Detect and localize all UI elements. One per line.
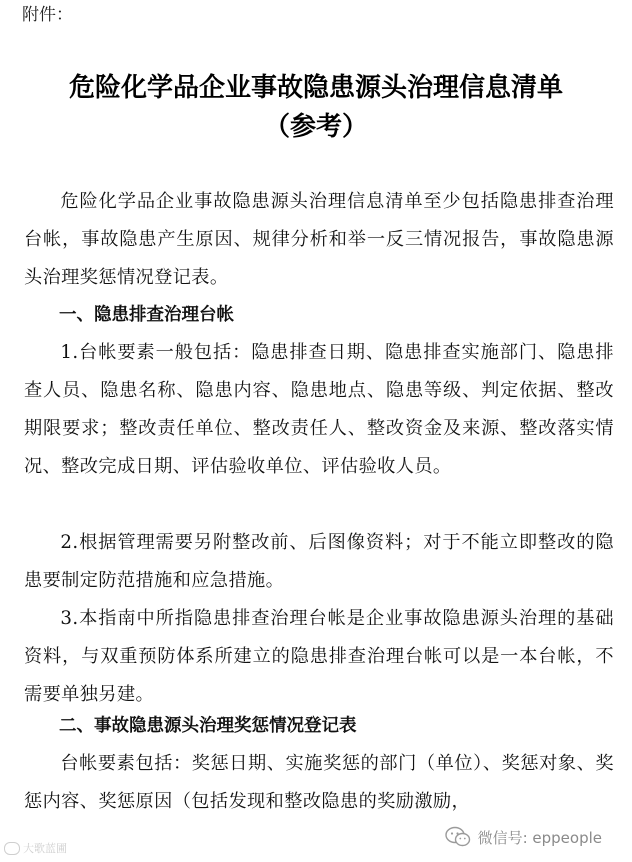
- section-1-item-1: 1.台帐要素一般包括：隐患排查日期、隐患排查实施部门、隐患排查人员、隐患名称、隐患内容、隐患地点、隐患等级、判定依据、整改期限要求；整改责任单位、整改责任人、整改资金及来源、整改落实情况、整改完成日期、评估验收单位、评估验收人员。: [24, 342, 614, 477]
- watermark-left: [4, 840, 67, 856]
- wechat-id-text: 微信号: eppeople: [477, 828, 602, 847]
- wechat-watermark: [445, 826, 602, 848]
- watermark-logo-icon: [4, 842, 20, 855]
- section-1-heading: 一、隐患排查治理台帐: [59, 305, 234, 325]
- watermark-left-text: 大歌蓝圃: [23, 842, 67, 855]
- document-subtitle: （参考）: [263, 112, 368, 142]
- attachment-label: 附件：: [22, 5, 73, 25]
- section-2-item-1: 台帐要素包括：奖惩日期、实施奖惩的部门（单位）、奖惩对象、奖惩内容、奖惩原因（包括发现和整改隐患的奖励激励，: [24, 753, 614, 812]
- section-2-heading: 二、事故隐患源头治理奖惩情况登记表: [59, 716, 357, 736]
- intro-paragraph: 危险化学品企业事故隐患源头治理信息清单至少包括隐患排查治理台帐，事故隐患产生原因、规律分析和举一反三情况报告，事故隐患源头治理奖惩情况登记表。: [24, 191, 614, 288]
- section-1-item-3: 3.本指南中所指隐患排查治理台帐是企业事故隐患源头治理的基础资料，与双重预防体系所建立的隐患排查治理台帐可以是一本台帐，不需要单独另建。: [24, 608, 614, 705]
- wechat-icon: [445, 826, 471, 848]
- document-title: 危险化学品企业事故隐患源头治理信息清单: [68, 73, 563, 103]
- section-1-item-2: 2.根据管理需要另附整改前、后图像资料；对于不能立即整改的隐患要制定防范措施和应急措施。: [24, 532, 614, 591]
